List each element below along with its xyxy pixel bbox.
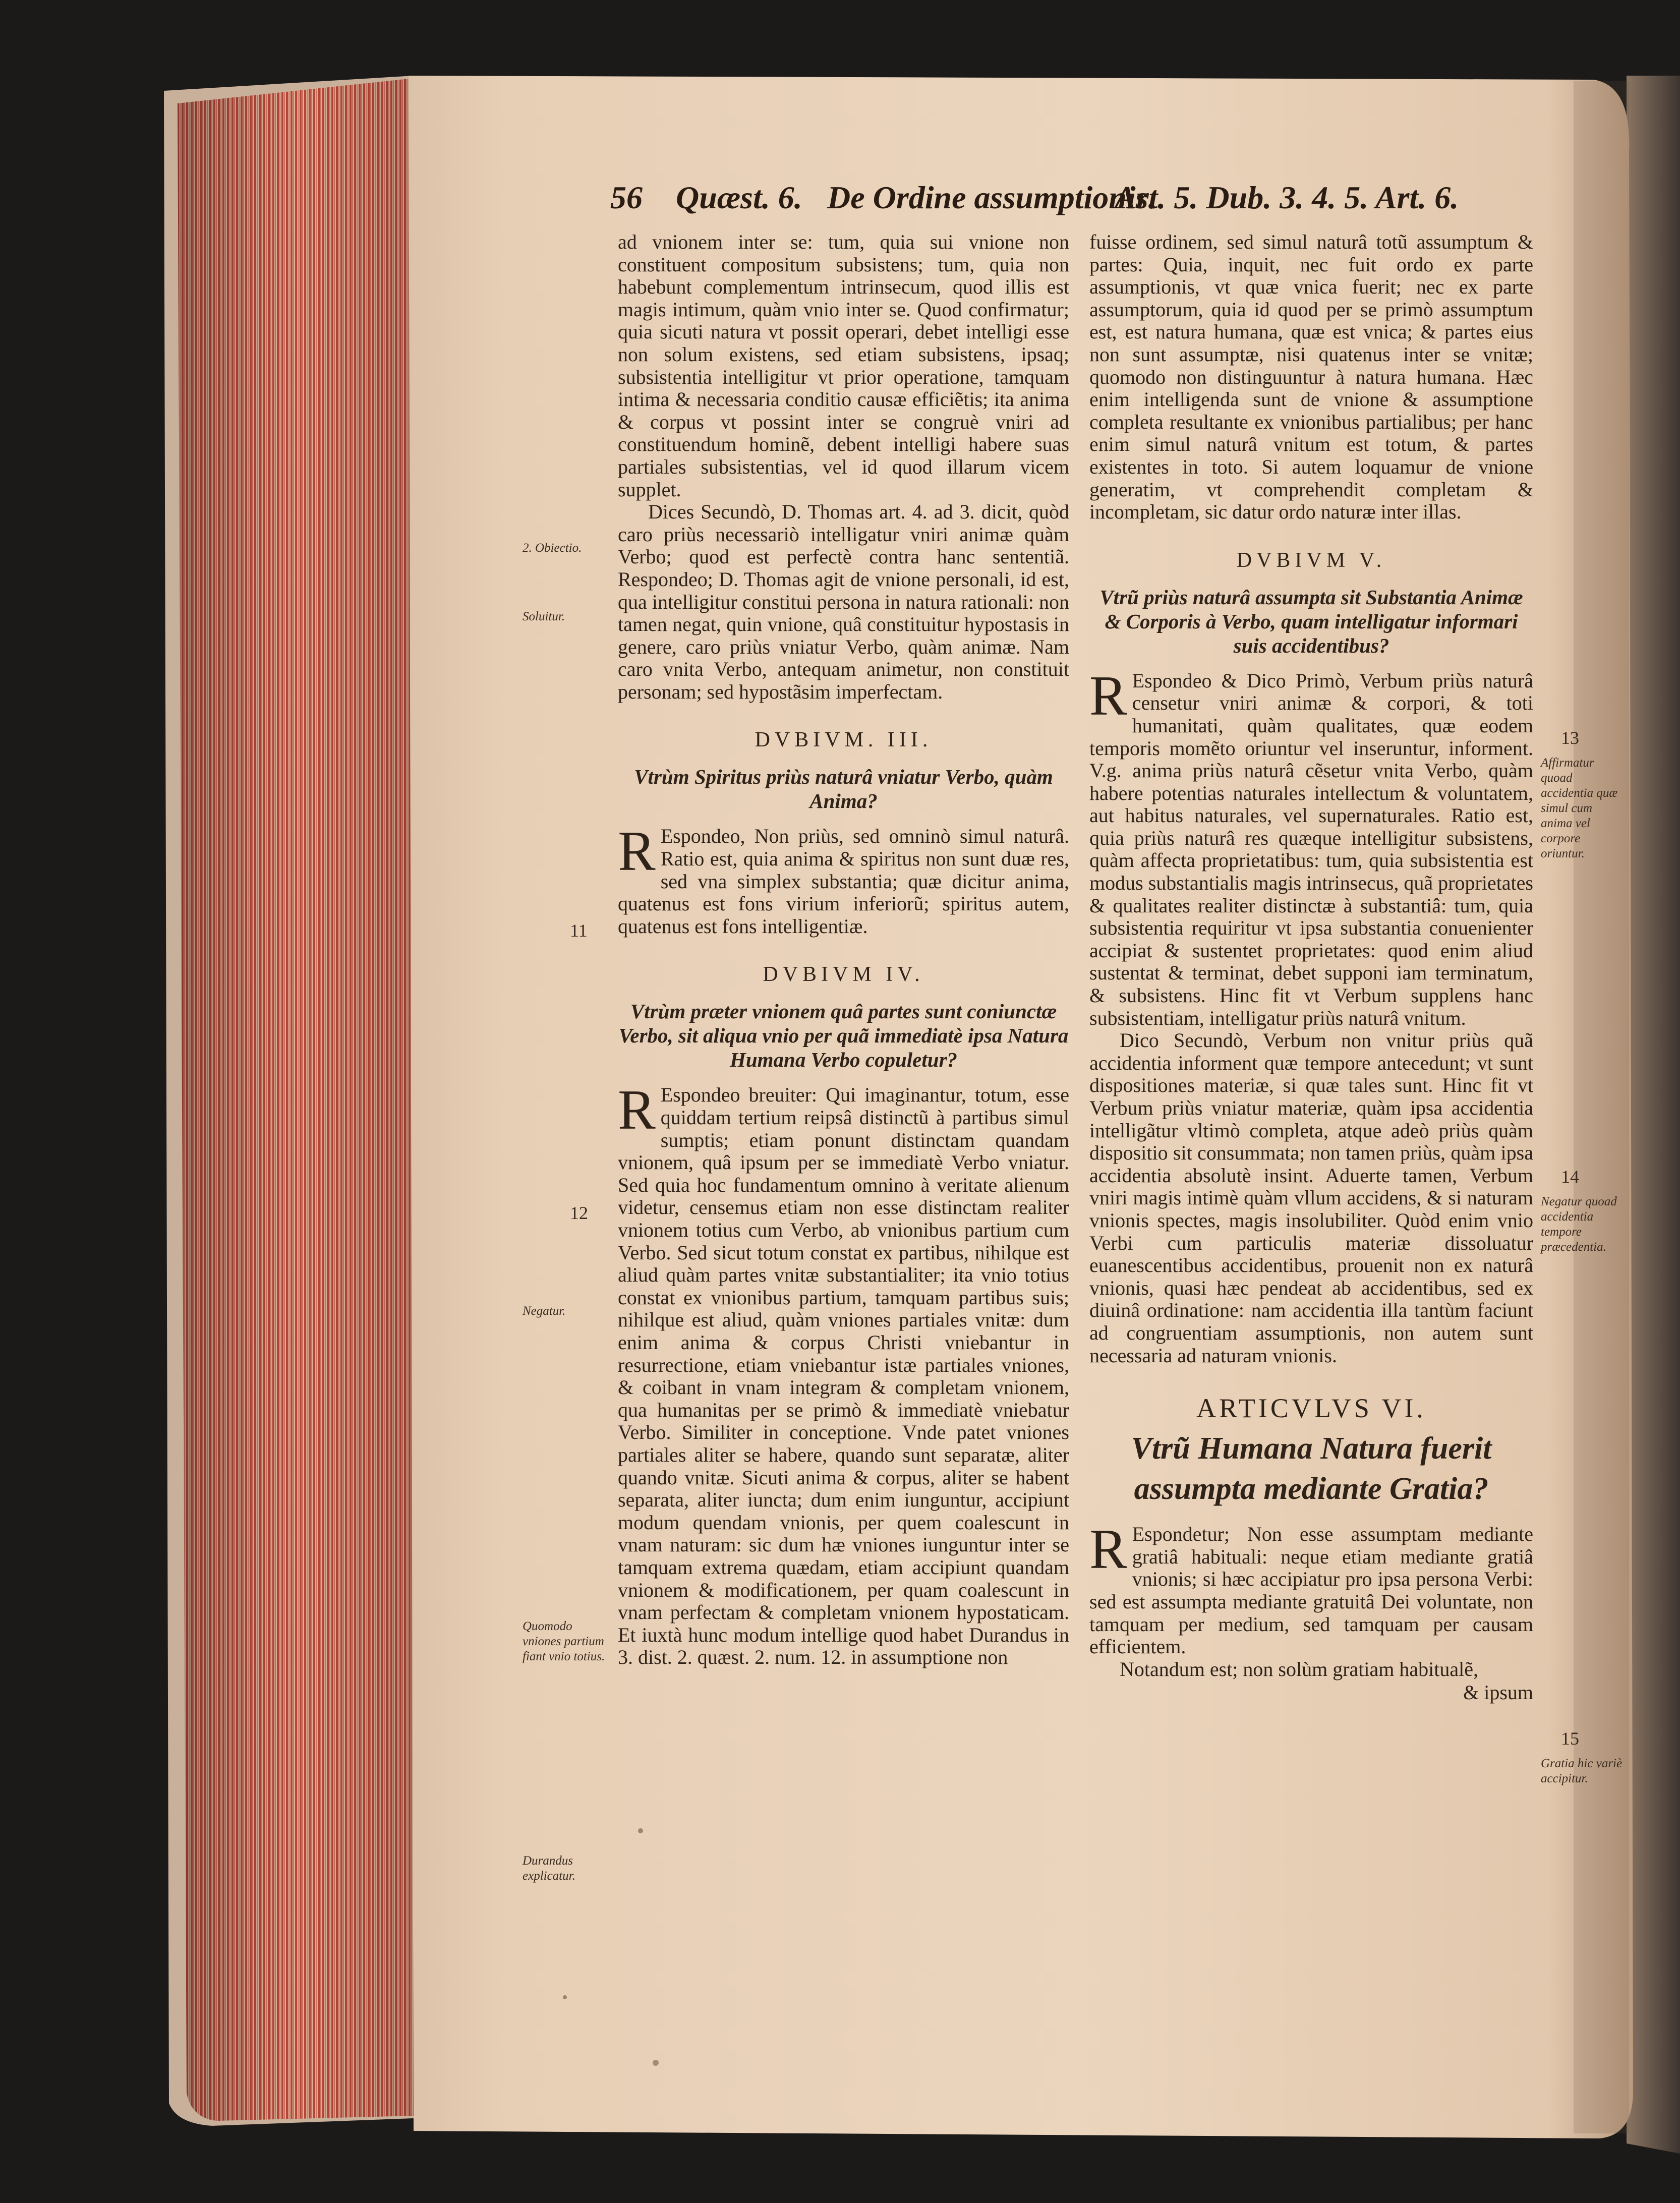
- quaestio-label: Quæst. 6.: [676, 180, 802, 215]
- margin-note-15: Gratia hic variè accipitur.: [1541, 1757, 1623, 1785]
- right-column: [1089, 231, 1533, 1704]
- margin-note-14: Negatur quoad accidentia tempore præcedentia.: [1541, 1195, 1617, 1254]
- margin-number-14: 14: [1561, 1167, 1579, 1187]
- article-6-text: Espondetur; Non esse assumptam mediante gratiâ habituali: neque etiam mediante gratiâ vnionis; si hæc accipiatur pro ipsa persona Verbi: sed est assumpta mediante gratuitâ Dei voluntate, non tamquam per medium, sed tamquam per causam efficientem.: [1089, 1523, 1533, 1658]
- margin-number-15: 15: [1561, 1728, 1579, 1749]
- article-6-paragraph-2: Notandum est; non solùm gratiam habitualẽ,: [1120, 1657, 1478, 1680]
- margin-note-durandus: Durandus explicatur.: [523, 1854, 575, 1883]
- running-head: [610, 179, 1518, 224]
- dubium-3-heading: DVBIVM. III.: [755, 728, 933, 752]
- dubium-4-question: Vtrùm præter vnionem quâ partes sunt coniunctæ Verbo, sit aliqua vnio per quã immediatè ipsa Natura Humana Verbo copuletur?: [618, 1000, 1069, 1072]
- dubium-3-answer: [618, 820, 1069, 938]
- dubium-4-heading: DVBIVM IV.: [763, 963, 924, 987]
- margin-number-13: 13: [1561, 728, 1579, 748]
- dubium-5-answer: [1089, 664, 1533, 1030]
- drop-cap: R: [618, 820, 656, 883]
- left-paragraph-1: ad vnionem inter se: tum, quia sui vnione non constituent compositum subsistens; tum, quia non habebunt complementum intrinsecum, quod illis est magis intimum, quàm vnio inter se. Quod confirmatur; quia sicuti natura vt possit operari, debet intelligi esse non solum existens, sed etiam subsistens, ipsaq; subsistentia intelligitur vt prior operatione, tamquam intima & necessaria conditio causæ efficiẽtis; ita anima & corpus vt possint inter se congruè vniri ad constituendum hominẽ, debent intelligi habere suas partiales subsistentias, vel id quod illarum vicem supplet.: [618, 230, 1069, 501]
- margin-note-obiectio: 2. Obiectio.: [523, 541, 582, 555]
- dubium-5-question: Vtrũ priùs naturâ assumpta sit Substantia Animæ & Corporis à Verbo, quam intelligatur informari suis accidentibus?: [1099, 585, 1523, 657]
- margin-number-11: 11: [570, 920, 588, 941]
- catchword: & ipsum: [1463, 1681, 1533, 1704]
- dubium-3-text: Espondeo, Non priùs, sed omninò simul naturâ. Ratio est, quia anima & spiritus non sunt duæ res, sed vna simplex substantia; quæ dicitur anima, quatenus est fons virium inferiorũ; spiritus autem, quatenus est fons intelligentiæ.: [618, 825, 1069, 938]
- article-6-answer: [1089, 1518, 1533, 1658]
- dubium-5-paragraph-2: Dico Secundò, Verbum non vnitur priùs quã accidentia informent quæ tempore antecedunt; vt sunt dispositiones materiæ, si quæ tales sunt. Hinc fit vt Verbum priùs vniatur materiæ, quàm ipsa accidentia intelligãtur vltimò completa, atque adeò priùs quàm dispositio sit consummata; non tamen priùs, quàm ipsa accidentia absolutè insint. Aduerte tamen, Verbum vniri magis intimè quàm vllum accidens, & si naturam vnionis spectes, magis insolubiliter. Quòd enim vnio Verbi cum particulis materiæ dissoluatur euanescentibus accidentibus, prouenit non ex naturâ vnionis, quasi hæc pendeat ab accidentibus, sed ex diuinâ ordinatione: nam accidentia illa tantùm faciunt ad congruentiam assumptionis, non autem sunt necessaria ad naturam vnionis.: [1089, 1029, 1533, 1367]
- left-column: [618, 231, 1069, 1669]
- margin-note-soluitur: Soluitur.: [523, 610, 565, 623]
- article-reference: Art. 5. Dub. 3. 4. 5. Art. 6.: [1115, 180, 1459, 215]
- margin-number-12: 12: [570, 1203, 588, 1223]
- dubium-4-text: Espondeo breuiter: Qui imaginantur, totum, esse quiddam tertium reipsâ distinctũ à partibus simul sumptis; etiam ponunt distinctam quandam vnionem, quâ ipsum per se immediatè Verbo vniatur. Sed quia hoc fundamentum omnino à veritate alienum videtur, censemus etiam non esse distinctam realiter vnionem totius cum Verbo, ab vnionibus partium cum Verbo. Sed sicut totum constat ex partibus, nihilque est aliud quàm partes vnitæ substantialiter; ita vnio totius constat ex vnionibus partium, tamquam partibus suis; nihilque est aliud, quàm vniones partiales vnitæ: dum enim anima & corpus Christi vniebantur in resurrectione, etiam vniebantur istæ partiales vniones, & coibant in vnam integram & completam vnionem, qua humanitas per se primò & immediatè vniebatur Verbo. Similiter in conceptione. Vnde patet vniones partiales aliter se habere, quando sunt separatæ, aliter quando vnitæ. Sicuti anima & corpus, aliter se habent separata, aliter iuncta; dum enim iunguntur, accipiunt modum quendam vnionis, per quem coalescunt in vnam naturam: sic dum hæ vniones iunguntur inter se tamquam extrema quædam, etiam accipiunt quandam vnionem & modificationem, per quam coalescunt in vnam perfectam & completam vnionem hypostaticam. Et iuxtà hunc modum intellige quod habet Durandus in 3. dist. 2. quæst. 2. num. 12. in assumptione non: [618, 1083, 1069, 1669]
- dubium-3-question: Vtrùm Spiritus priùs naturâ vniatur Verbo, quàm Anima?: [634, 765, 1053, 813]
- drop-cap: R: [1089, 1518, 1127, 1581]
- running-title: De Ordine assumptionis.: [827, 180, 1156, 215]
- left-paragraph-2: Dices Secundò, D. Thomas art. 4. ad 3. dicit, quòd caro priùs necessariò intelligatur vniri animæ quàm Verbo; quod est perfectè contra hanc sententiã. Respondeo; D. Thomas agit de vnione personali, id est, qua intelligitur constitui persona in natura rationali: non tamen negat, quin vnione, quâ constituitur hypostasis in genere, caro priùs vniatur Verbo, quàm animæ. Nam caro vnita Verbo, antequam animetur, non constituit personam; sed hypostãsim imperfectam.: [618, 500, 1069, 703]
- margin-note-negatur: Negatur.: [523, 1304, 566, 1318]
- dubium-5-text: Espondeo & Dico Primò, Verbum priùs naturâ censetur vniri animæ & corpori, & toti humanitati, quàm qualitates, quæ eodem temporis momẽto oriuntur vel inseruntur, informent. V.g. anima priùs naturâ cẽsetur vnita Verbo, quàm habere potentias naturales intellectum & voluntatem, aut habitus naturales, vel supernaturales. Ratio est, quia priùs naturâ res quæque intelligitur subsistens, quàm affecta proprietatibus: tum, quia subsistentia est modus substantialis magis intrinsecus, quã proprietates & qualitates realiter distinctæ à substantiâ: tum, quia subsistentia requiritur vt ipsa substantia conuenienter accipiat & sustentet proprietates: quod enim aliud sustentat & terminat, debet supponi iam terminatum, & subsistens. Hinc fit vt Verbum supplens hanc subsistentiam, intelligatur priùs naturâ vnitum.: [1089, 669, 1533, 1029]
- margin-note-quomodo: Quomodo vniones partium fiant vnio totius.: [523, 1619, 605, 1663]
- dubium-4-answer: [618, 1079, 1069, 1669]
- page-number: 56: [610, 180, 643, 215]
- drop-cap: R: [618, 1079, 656, 1142]
- right-paragraph-1: fuisse ordinem, sed simul naturâ totũ assumptum & partes: Quia, inquit, nec fuit ordo ex parte assumptionis, vt quæ vnica fuerit; nec ex parte assumptorum, quia id quod per se primò assumptum est, est natura humana, quæ est vnica; & partes eius non sunt assumptæ, nisi quatenus inter se vnitæ; quomodo non distinguuntur à natura humana. Hæc enim intelligenda sunt de vnione & assumptione completa resultante ex vnionibus partialibus; per hanc enim simul naturâ vnitum est totum, & partes existentes in toto. Si autem loquamur de vnione generatim, vt comprehendit completam & incompletam, sic datur ordo naturæ inter illas.: [1089, 230, 1533, 524]
- drop-cap: R: [1089, 664, 1127, 727]
- article-6-question: Vtrũ Humana Natura fuerit assumpta mediante Gratia?: [1131, 1431, 1492, 1506]
- article-6-heading: ARTICVLVS VI.: [1196, 1393, 1426, 1424]
- margin-note-13: Affirmatur quoad accidentia quæ simul cum anima vel corpore oriuntur.: [1541, 756, 1618, 860]
- dubium-5-heading: DVBIVM V.: [1236, 548, 1386, 572]
